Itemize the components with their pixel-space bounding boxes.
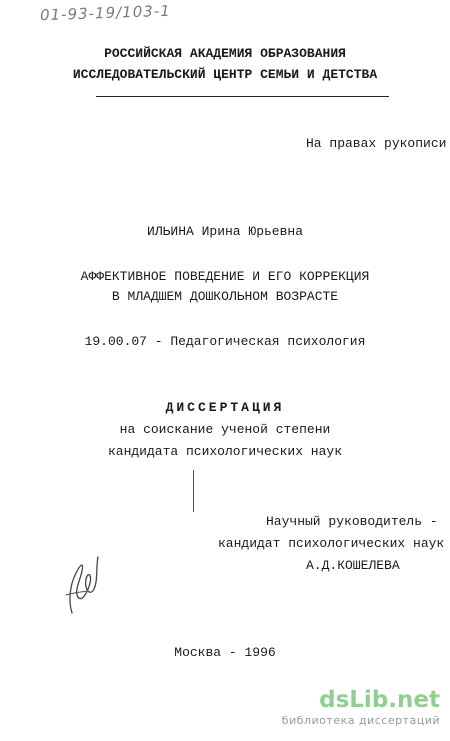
organization-line-2: ИССЛЕДОВАТЕЛЬСКИЙ ЦЕНТР СЕМЬИ И ДЕТСТВА — [72, 67, 378, 82]
supervisor-line-1: Научный руководитель - — [266, 514, 438, 529]
watermark — [282, 688, 440, 728]
header-divider — [96, 96, 389, 97]
supervisor-line-2: кандидат психологических наук — [218, 536, 445, 551]
thesis-title-line-2: В МЛАДШЕМ ДОШКОЛЬНОМ ВОЗРАСТЕ — [111, 289, 339, 304]
supervisor-name: А.Д.КОШЕЛЕВА — [306, 558, 400, 573]
degree-line-2: кандидата психологических наук — [107, 444, 343, 459]
city-year: Москва - 1996 — [174, 645, 276, 660]
rights-note: На правах рукописи — [306, 136, 447, 151]
organization-line-1: РОССИЙСКАЯ АКАДЕМИЯ ОБРАЗОВАНИЯ — [104, 46, 346, 61]
degree-line-1: на соискание ученой степени — [119, 422, 331, 437]
author-name: ИЛЬИНА Ирина Юрьевна — [146, 224, 304, 239]
specialty-code: 19.00.07 - Педагогическая психология — [84, 334, 366, 349]
margin-mark — [193, 470, 194, 512]
watermark-logo: dsLib.net — [319, 687, 440, 713]
dissertation-label: ДИССЕРТАЦИЯ — [165, 400, 285, 415]
archive-stamp: 01-93-19/103-1 — [39, 1, 172, 25]
thesis-title-line-1: АФФЕКТИВНОЕ ПОВЕДЕНИЕ И ЕГО КОРРЕКЦИЯ — [80, 269, 370, 284]
watermark-subtitle: библиотека диссертаций — [281, 714, 440, 727]
handwritten-signature — [58, 545, 103, 620]
